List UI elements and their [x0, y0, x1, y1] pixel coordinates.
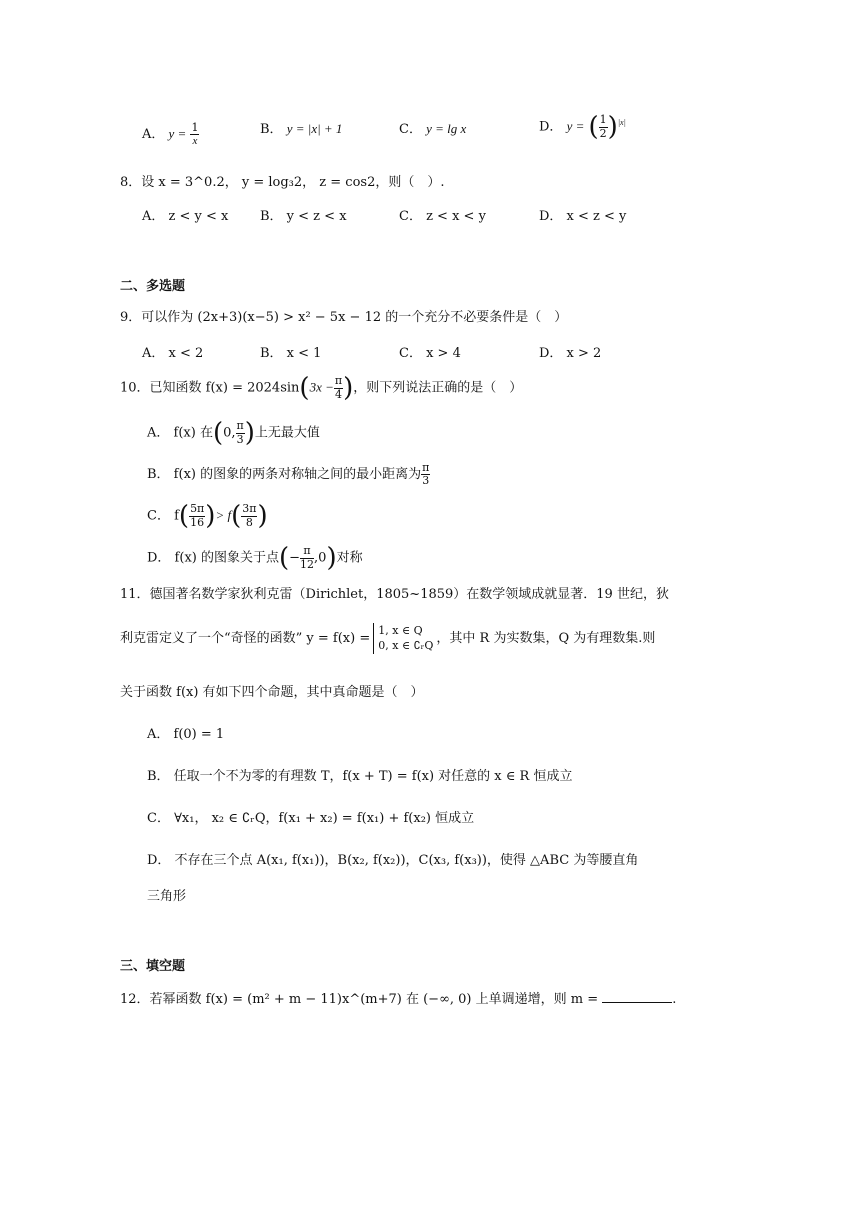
fraction	[189, 503, 205, 528]
q7-option-a[interactable]	[142, 122, 199, 147]
denominator: 4	[334, 387, 342, 401]
option-label: A．	[142, 127, 165, 143]
q10-option-a[interactable]	[147, 420, 320, 446]
math-text: 3x −	[309, 379, 334, 395]
paren-open: (	[299, 373, 310, 403]
fraction	[300, 545, 314, 570]
fraction	[334, 375, 343, 400]
math-text: y =	[168, 126, 187, 142]
q7-option-d[interactable]	[539, 114, 626, 140]
math-text: ,0	[314, 550, 327, 566]
numerator: π	[300, 545, 314, 558]
numerator: π	[236, 419, 244, 433]
q10-option-b[interactable]	[147, 462, 430, 487]
piecewise-brace	[373, 623, 433, 654]
q8-option-a[interactable]: A． z < y < x	[142, 209, 229, 224]
q10-option-d[interactable]	[147, 545, 363, 571]
q11-line-2	[120, 623, 655, 654]
option-text: 上无最大值	[254, 425, 320, 441]
paren-open: (	[231, 501, 242, 531]
paren-open: (	[278, 543, 290, 573]
option-label: C．	[399, 122, 422, 137]
fraction	[421, 462, 430, 487]
denominator: 16	[190, 515, 205, 529]
fraction	[236, 420, 245, 445]
q11-line-3: 关于函数 f(x) 有如下四个命题，其中真命题是（ ）	[120, 685, 424, 700]
piecewise-case: 0, x ∈ ∁ᵣQ	[378, 639, 434, 653]
q11-line-1: 11．德国著名数学家狄利克雷（Dirichlet，1805~1859）在数学领域成就显著．19 世纪，狄	[120, 587, 669, 602]
q9-option-d[interactable]: D． x > 2	[539, 346, 602, 361]
q8-option-b[interactable]: B． y < z < x	[260, 209, 347, 224]
stem-text: 10．已知函数 f(x) = 2024sin	[120, 380, 300, 396]
fraction	[190, 122, 199, 147]
paren-open: (	[212, 418, 224, 448]
paren-close: )	[244, 418, 255, 448]
option-text: B． f(x) 的图象的两条对称轴之间的最小距离为	[147, 467, 422, 483]
option-label: D．	[539, 119, 563, 135]
section-title-multiple-choice: 二、多选题	[120, 279, 186, 294]
q7-option-b[interactable]	[260, 122, 342, 136]
fraction	[599, 114, 608, 139]
numerator: π	[334, 374, 343, 388]
option-label: B．	[260, 122, 283, 137]
paren-open: (	[178, 501, 190, 531]
q9-option-b[interactable]: B． x < 1	[260, 346, 322, 361]
paren-close: )	[205, 501, 216, 531]
denominator: x	[192, 135, 198, 148]
q11-option-d-continuation: 三角形	[147, 889, 187, 904]
q8-stem: 8．设 x = 3^0.2， y = log₃2， z = cos2，则（ ）.	[120, 175, 445, 190]
option-text: 对称	[336, 550, 363, 566]
option-text: C． f	[147, 508, 179, 524]
numerator: 3π	[242, 502, 257, 516]
q10-stem	[120, 375, 522, 401]
q8-option-c[interactable]: C． z < x < y	[399, 209, 486, 224]
numerator: π	[422, 461, 430, 474]
math-text: > f	[215, 507, 232, 523]
fraction	[241, 503, 257, 528]
paren-open: (	[588, 112, 599, 142]
q9-option-c[interactable]: C． x > 4	[399, 346, 461, 361]
denominator: 8	[245, 515, 253, 529]
q11-option-b[interactable]: B． 任取一个不为零的有理数 T，f(x + T) = f(x) 对任意的 x ∈ R 恒成立	[147, 769, 573, 784]
paren-close: )	[607, 112, 618, 142]
option-text: D． f(x) 的图象关于点	[147, 550, 279, 566]
piecewise-case: 1, x ∈ Q	[378, 624, 423, 637]
numerator: 5π	[190, 502, 205, 516]
denominator: 2	[599, 126, 607, 140]
q11-option-d[interactable]: D． 不存在三个点 A(x₁, f(x₁))，B(x₂, f(x₂))，C(x₃, f(x₃))，使得 △ABC 为等腰直角	[147, 853, 639, 868]
math-text: y =	[566, 118, 585, 134]
numerator: 1	[191, 121, 199, 134]
q9-stem: 9．可以作为 (2x+3)(x−5) > x² − 5x − 12 的一个充分不必要条件是（ ）	[120, 310, 568, 325]
answer-blank[interactable]	[602, 990, 672, 1003]
q11-option-a[interactable]: A． f(0) = 1	[147, 727, 225, 742]
stem-text: 利克雷定义了一个“奇怪的函数” y = f(x) =	[120, 630, 371, 646]
stem-text: ，其中 R 为实数集，Q 为有理数集.则	[436, 630, 656, 646]
denominator: 3	[422, 474, 430, 488]
denominator: 3	[236, 432, 244, 446]
exponent: |x|	[617, 118, 626, 128]
q8-option-d[interactable]: D． x < z < y	[539, 209, 627, 224]
q10-option-c[interactable]	[147, 503, 268, 529]
math-text: y = |x| + 1	[286, 121, 343, 136]
paren-close: )	[343, 373, 354, 403]
stem-text: ，则下列说法正确的是（ ）	[353, 380, 523, 396]
q9-option-a[interactable]: A． x < 2	[142, 346, 204, 361]
stem-text: 12．若幂函数 f(x) = (m² + m − 11)x^(m+7) 在 (−∞, 0) 上单调递增，则 m =	[120, 992, 599, 1007]
option-text: A． f(x) 在	[147, 425, 213, 441]
paren-close: )	[326, 543, 337, 573]
q7-option-c[interactable]	[399, 122, 466, 136]
math-text: 0,	[223, 425, 236, 441]
math-text: −	[289, 550, 301, 566]
math-text: y = lg x	[426, 121, 467, 136]
numerator: 1	[599, 113, 607, 127]
stem-text: .	[672, 992, 677, 1007]
denominator: 12	[300, 557, 315, 571]
q11-option-c[interactable]: C． ∀x₁， x₂ ∈ ∁ᵣQ，f(x₁ + x₂) = f(x₁) + f(x₂) 恒成立	[147, 811, 475, 826]
q12-stem	[120, 990, 676, 1006]
paren-close: )	[257, 501, 268, 531]
section-title-fill-blank: 三、填空题	[120, 959, 186, 974]
